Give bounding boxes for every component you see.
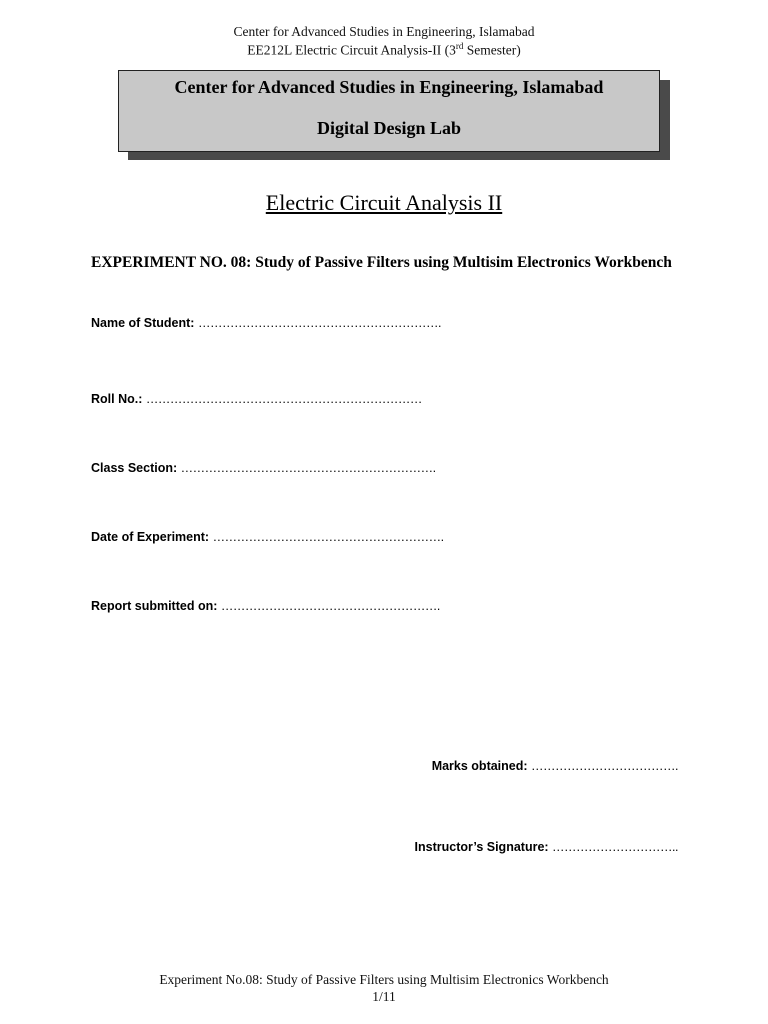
page-number: 1/11	[372, 989, 396, 1004]
field-label: Report submitted on:	[91, 599, 221, 613]
field-label: Name of Student:	[91, 316, 198, 330]
experiment-heading: EXPERIMENT NO. 08: Study of Passive Filters using Multisim Electronics Workbench	[91, 254, 672, 271]
field-marks-obtained	[432, 759, 678, 773]
field-report-submitted	[91, 599, 440, 613]
banner-box	[118, 70, 660, 152]
field-blank: ……………………………………………………………	[145, 392, 422, 406]
header-semester: Semester)	[463, 42, 521, 58]
field-label: Marks obtained:	[431, 759, 532, 773]
field-label: Instructor’s Signature:	[414, 840, 553, 854]
field-blank: ……………………………….	[531, 759, 678, 773]
field-student-name	[91, 316, 441, 330]
header-superscript: rd	[455, 41, 464, 51]
field-blank: ……………………………………………………….	[180, 461, 436, 475]
field-label: Date of Experiment:	[91, 530, 213, 544]
banner-institution: Center for Advanced Studies in Engineering, Islamabad	[174, 77, 604, 97]
running-header-line2	[0, 41, 768, 59]
running-header-line1: Center for Advanced Studies in Engineering, Islamabad	[233, 24, 535, 39]
banner-lab-name: Digital Design Lab	[316, 118, 462, 138]
field-blank: ……………………………………………….	[220, 599, 440, 613]
field-label: Roll No.:	[91, 392, 146, 406]
field-label: Class Section:	[91, 461, 181, 475]
field-instructor-signature	[415, 840, 678, 854]
running-footer: Experiment No.08: Study of Passive Filters using Multisim Electronics Workbench	[159, 972, 609, 987]
document-title: Electric Circuit Analysis II	[265, 190, 503, 215]
header-course: EE212L Electric Circuit Analysis-II (3	[247, 42, 456, 58]
field-class-section	[91, 461, 436, 475]
field-blank: …………………………..	[552, 840, 678, 854]
field-blank: …………………………………………………….	[197, 316, 441, 330]
field-roll-no	[91, 392, 422, 406]
field-blank: ………………………………………………….	[212, 530, 444, 544]
field-date-of-experiment	[91, 530, 444, 544]
